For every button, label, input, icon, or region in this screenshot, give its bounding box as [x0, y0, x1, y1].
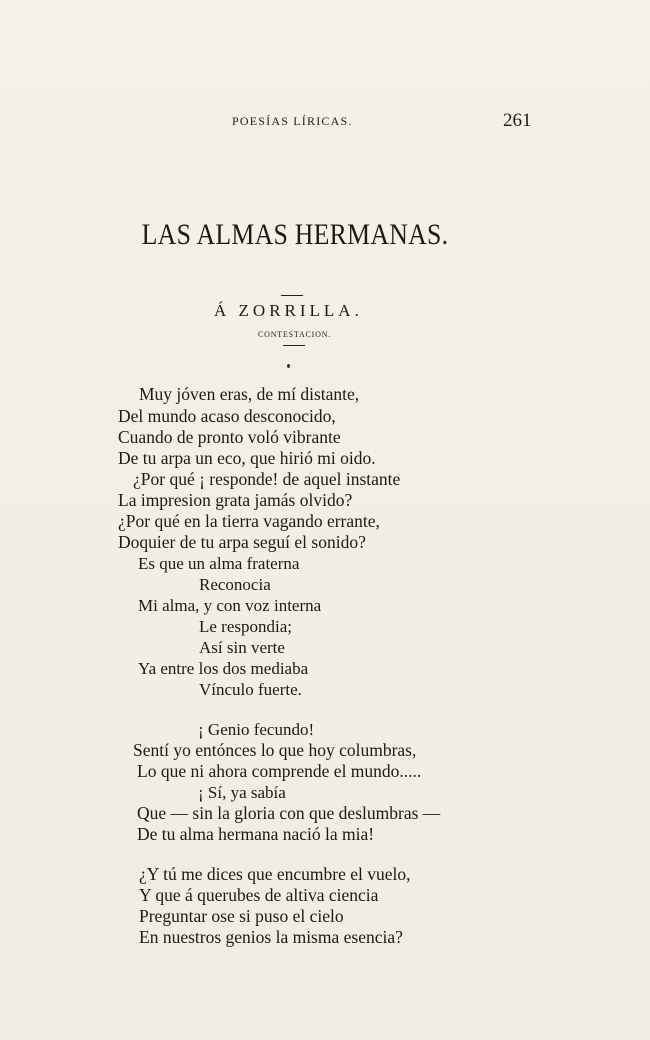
poem-line: Vínculo fuerte. [199, 680, 302, 699]
poem-line: De tu arpa un eco, que hirió mi oido. [118, 448, 376, 468]
poem-line: Del mundo acaso desconocido, [118, 406, 336, 426]
poem-line: Ya entre los dos mediaba [138, 659, 309, 678]
running-head-title: POESÍAS LÍRICAS. [232, 114, 353, 128]
poem-line: Que — sin la gloria con que deslumbras — [137, 803, 441, 823]
ornamental-dot [287, 364, 290, 368]
top-ornament-rule [281, 295, 303, 296]
poem-line: Mi alma, y con voz interna [138, 596, 322, 615]
poem-line: ¡ Sí, ya sabía [198, 783, 286, 802]
poem-line: Y que á querubes de altiva ciencia [139, 885, 379, 905]
poem-dedication: Á ZORRILLA. [214, 301, 363, 320]
poem-subheading: CONTESTACION. [258, 330, 332, 339]
poem-line: Así sin verte [199, 638, 285, 657]
poem-line: Muy jóven eras, de mí distante, [139, 384, 360, 404]
poem-line: Le respondia; [199, 617, 292, 636]
page-number: 261 [503, 110, 532, 131]
bottom-ornament-rule [283, 345, 305, 346]
poem-line: Cuando de pronto voló vibrante [118, 427, 341, 447]
poem-line: ¿Por qué ¡ responde! de aquel instante [133, 469, 401, 489]
poem-line: Es que un alma fraterna [138, 554, 300, 573]
poem-line: Preguntar ose si puso el cielo [139, 906, 344, 926]
poem-line: ¿Y tú me dices que encumbre el vuelo, [139, 864, 411, 884]
poem-line: Doquier de tu arpa seguí el sonido? [118, 532, 366, 552]
poem-line: En nuestros genios la misma esencia? [139, 927, 403, 947]
poem-line: Reconocia [199, 575, 271, 594]
poem-line: ¡ Genio fecundo! [198, 720, 315, 739]
poem-line: De tu alma hermana nació la mia! [137, 824, 375, 844]
poem-line: ¿Por qué en la tierra vagando errante, [118, 511, 380, 531]
running-head [0, 112, 650, 136]
poem-line: Lo que ni ahora comprende el mundo..... [137, 761, 422, 781]
poem-line: La impresion grata jamás olvido? [118, 490, 353, 510]
poem-line: Sentí yo entónces lo que hoy columbras, [133, 740, 417, 760]
poem-title: LAS ALMAS HERMANAS. [141, 218, 449, 251]
